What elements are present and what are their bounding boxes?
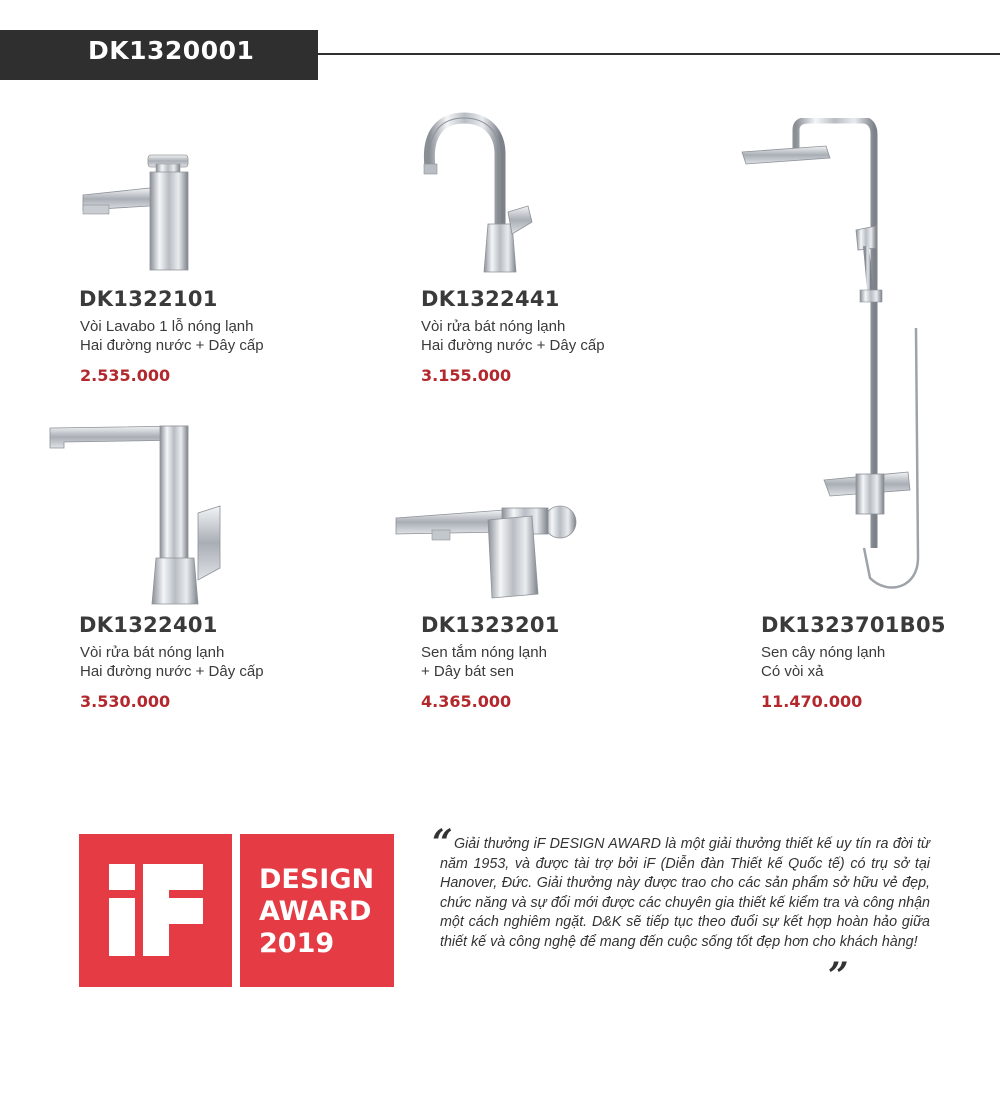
award-line: 2019 <box>259 928 335 959</box>
product-price: 11.470.000 <box>761 692 863 711</box>
product-description: Có vòi xả <box>761 663 824 680</box>
product-description: Vòi rửa bát nóng lạnh <box>80 644 225 661</box>
product-code: DK1322401 <box>79 613 218 637</box>
product-description: + Dây bát sen <box>421 663 514 680</box>
if-logo-icon <box>79 834 232 987</box>
product-description: Hai đường nước + Dây cấp <box>80 663 264 680</box>
if-award-text-block <box>240 834 394 987</box>
product-code: DK1322441 <box>421 287 560 311</box>
product-code: DK1323701B05 <box>761 613 946 637</box>
product-price: 4.365.000 <box>421 692 512 711</box>
product-description: Vòi Lavabo 1 lỗ nóng lạnh <box>80 318 254 335</box>
page-title: DK1320001 <box>88 36 255 65</box>
header-rule <box>318 53 1000 55</box>
product-description: Sen cây nóng lạnh <box>761 644 886 661</box>
award-line: DESIGN <box>259 864 375 895</box>
product-code: DK1322101 <box>79 287 218 311</box>
product-description: Sen tắm nóng lạnh <box>421 644 547 661</box>
product-price: 3.530.000 <box>80 692 171 711</box>
if-design-award-logo <box>79 834 394 987</box>
kitchen-faucet-image <box>412 112 537 277</box>
close-quote-icon: ” <box>828 955 849 997</box>
open-quote-icon: “ <box>432 822 453 864</box>
shower-column-image <box>738 118 938 603</box>
award-description: Giải thưởng iF DESIGN AWARD là một giải thưởng thiết kế uy tín ra đời từ năm 1953, và được tài trợ bởi iF (Diễn đàn Thiết kế Quốc tế) có trụ sở tại Hanover, Đức. Giải thưởng này được trao cho các sản phẩm sở hữu vẻ đẹp, chức năng và sự đổi mới được các chuyên gia thiết kế kiểm tra và công nhận một cách nghiêm ngặt. D&K sẽ tiếp tục theo đuổi sự kết hợp hoàn hảo giữa thiết kế và công nghệ để mang đến cuộc sống tốt đẹp hơn cho khách hàng! <box>440 836 930 950</box>
product-description: Vòi rửa bát nóng lạnh <box>421 318 566 335</box>
product-description: Hai đường nước + Dây cấp <box>421 337 605 354</box>
award-line: AWARD <box>259 896 372 927</box>
product-description: Hai đường nước + Dây cấp <box>80 337 264 354</box>
product-price: 2.535.000 <box>80 366 171 385</box>
product-code: DK1323201 <box>421 613 560 637</box>
shower-mixer-image <box>392 490 582 605</box>
product-price: 3.155.000 <box>421 366 512 385</box>
if-logo-mark <box>79 834 232 987</box>
kitchen-faucet-image <box>48 418 238 608</box>
basin-faucet-image <box>78 150 203 275</box>
